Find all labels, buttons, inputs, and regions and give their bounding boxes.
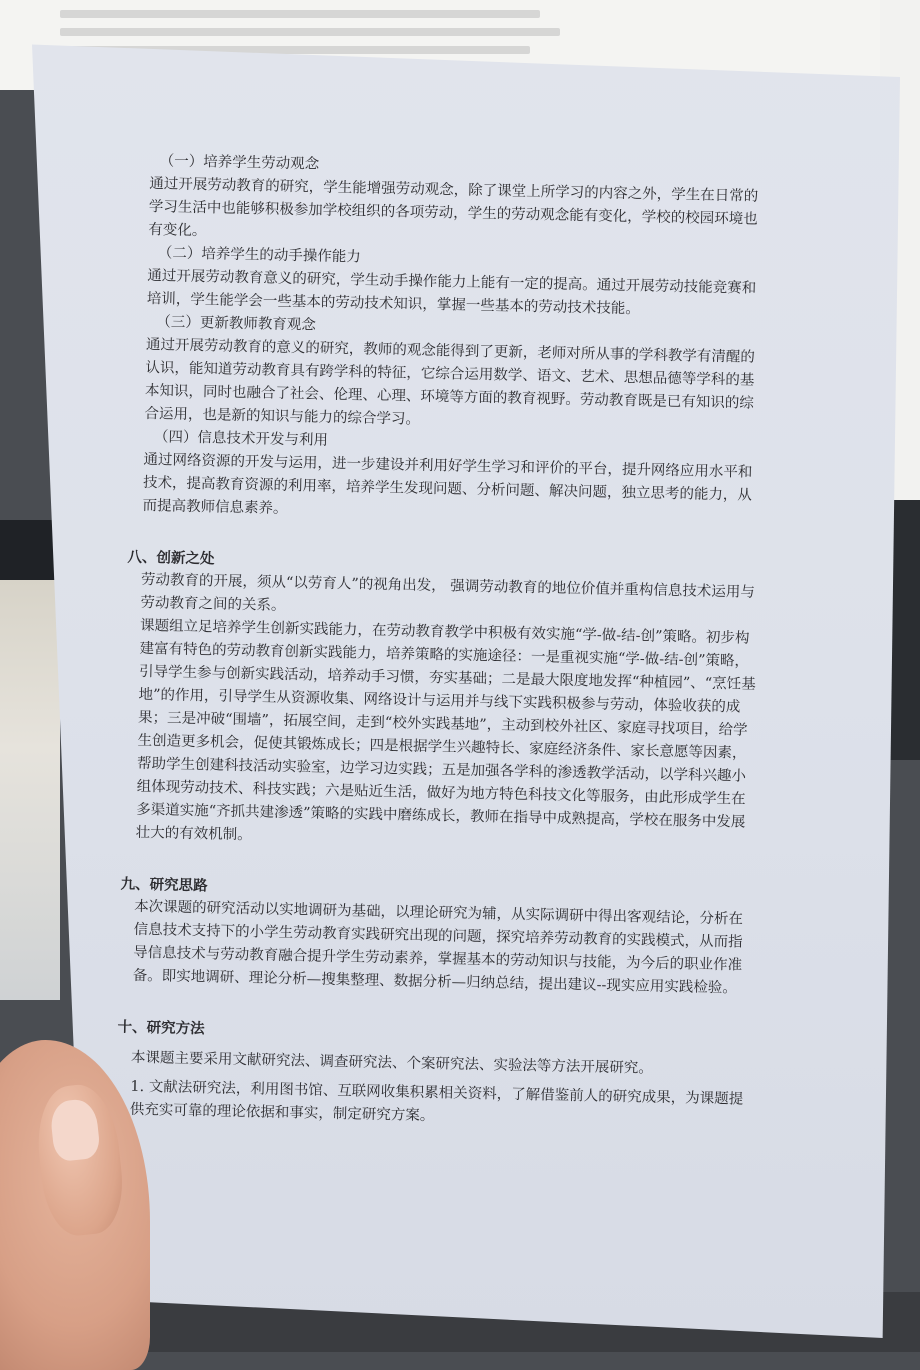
research-method-paragraph-2: 1. 文献法研究法，利用图书馆、互联网收集积累相关资料，了解借鉴前人的研究成果，为课题提供充实可靠的理论依据和事实，制定研究方案。 [129, 1078, 744, 1125]
section-heading: （四）信息技术开发与利用 [153, 429, 329, 449]
section-3 [144, 311, 766, 439]
section-heading: （一）培养学生劳动观念 [159, 153, 320, 173]
section-paragraph: 通过开展劳动教育的研究，学生能增强劳动观念，除了课堂上所学习的内容之外，学生在日常的学习生活中也能够积极参加学校组织的各项劳动，学生的劳动观念能有变化，学校的校园环境也有变化。 [148, 175, 759, 240]
research-method-heading: 十、研究方法 [117, 1018, 205, 1038]
section-heading: （三）更新教师教育观念 [156, 314, 317, 334]
background-monitor-left [0, 520, 60, 580]
innovation-heading: 八、创新之处 [127, 548, 215, 568]
section-1 [148, 150, 770, 255]
background-desk-items [0, 580, 60, 1000]
section-paragraph: 通过网络资源的开发与运用，进一步建设并利用好学生学习和评价的平台，提升网络应用水平和技术，提高教育资源的利用率，培养学生发现问题、分析问题、解决问题，独立思考的能力，从而提高教师信息素养。 [142, 451, 753, 517]
section-paragraph: 通过开展劳动教育意义的研究，学生动手操作能力上能有一定的提高。通过开展劳动技能竞赛和培训，学生能学会一些基本的劳动技术知识，掌握一些基本的劳动技术技能。 [146, 267, 757, 318]
research-idea-paragraph: 本次课题的研究活动以实地调研为基础，以理论研究为辅，从实际调研中得出客观结论，分析在信息技术支持下的小学生劳动教育实践研究出现的问题，探究培养劳动教育的实践模式，从而指导信息技术与劳动教育融合提升学生劳动素养，掌握基本的劳动知识与技能，为今后的职业作准备。即实地调研、理论分析—搜集整理、数据分析—归纳总结，提出建议--现实应用实践检验。 [132, 898, 744, 997]
section-4 [142, 426, 764, 531]
section-heading: （二）培养学生的动手操作能力 [157, 245, 361, 266]
document-body [117, 150, 770, 1135]
section-2 [147, 242, 768, 324]
innovation-paragraph-1: 劳动教育的开展，须从“以劳育人”的视角出发， 强调劳动教育的地位价值并重构信息技术运用与劳动教育之间的关系。 [140, 571, 755, 614]
research-method-paragraph-1: 本课题主要采用文献研究法、调查研究法、个案研究法、实验法等方法开展研究。 [130, 1049, 654, 1077]
innovation-paragraph-2: 课题组立足培养学生创新实践能力，在劳动教育教学中积极有效实施“学-做-结-创”策略。初步构建富有特色的劳动教育创新实践能力，培养策略的实施途径：一是重视实施“学-做-结-创”策略，引导学生参与创新实践活动，培养动手习惯，夯实基础；二是最大限度地发挥“种植园”、“烹饪基地”的作用，引导学生从资源收集、网络设计与运用并与线下实践积极参与劳动，体验收获的成果；三是冲破“围墙”，拓展空间，走到“校外实践基地”，主动到校外社区、家庭寻找项目，给学生创造更多机会，促使其锻炼成长；四是根据学生兴趣特长、家庭经济条件、家长意愿等因素，帮助学生创建科技活动实验室，边学习边实践；五是加强各学科的渗透教学活动，以学科兴趣小组体现劳动技术、科技实践；六是贴近生活，做好为地方特色科技文化等服务，由此形成学生在多渠道实施“齐抓共建渗透”策略的实践中磨练成长，教师在指导中成熟提高，学校在服务中发展壮大的有效机制。 [135, 617, 756, 844]
research-idea-heading: 九、研究思路 [120, 875, 208, 895]
section-paragraph: 通过开展劳动教育的意义的研究，教师的观念能得到了更新，老师对所从事的学科教学有清醒的认识，能知道劳动教育具有跨学科的特征，它综合运用数学、语文、艺术、思想品德等学科的基本知识，同时也融合了社会、伦理、心理、环境等方面的教育视野。劳动教育既是已有知识的综合运用，也是新的知识与能力的综合学习。 [144, 336, 755, 428]
